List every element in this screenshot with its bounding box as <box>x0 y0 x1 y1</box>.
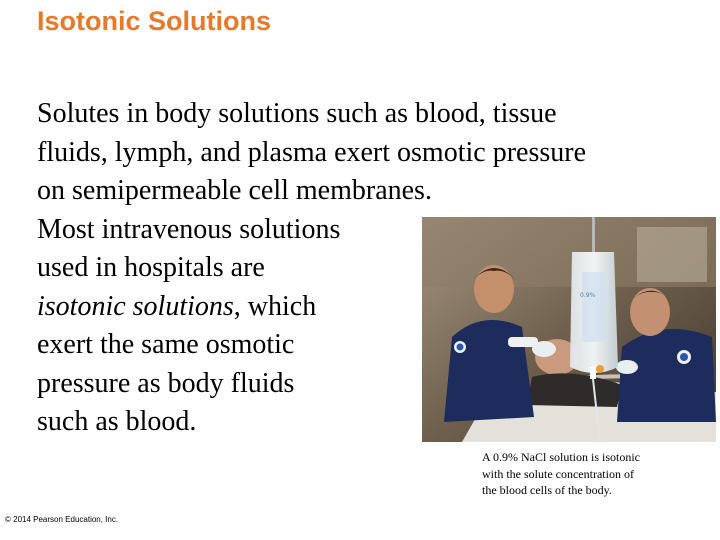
body-line: exert the same osmotic <box>37 329 295 360</box>
body-line-isotonic <box>37 291 316 322</box>
svg-text:0.9%: 0.9% <box>580 292 596 299</box>
body-line: on semipermeable cell membranes. <box>37 175 432 206</box>
caption-line: the blood cells of the body. <box>482 483 612 497</box>
body-line: Solutes in body solutions such as blood, tissue <box>37 98 557 129</box>
body-line: used in hospitals are <box>37 252 265 283</box>
body-line: fluids, lymph, and plasma exert osmotic pressure <box>37 136 586 168</box>
slide-title: Isotonic Solutions <box>37 6 271 36</box>
body-line-rest: , which <box>233 290 317 322</box>
iv-paramedics-photo <box>422 217 716 442</box>
photo-caption <box>482 449 682 499</box>
body-line: pressure as body fluids <box>37 367 295 399</box>
caption-line: A 0.9% NaCl solution is isotonic <box>482 450 641 464</box>
body-line: Most intravenous solutions <box>37 213 341 245</box>
body-line: such as blood. <box>37 406 197 437</box>
copyright-notice: © 2014 Pearson Education, Inc. <box>5 515 119 524</box>
caption-line: with the solute concentration of <box>482 466 634 481</box>
isotonic-term: isotonic solutions <box>37 290 234 322</box>
